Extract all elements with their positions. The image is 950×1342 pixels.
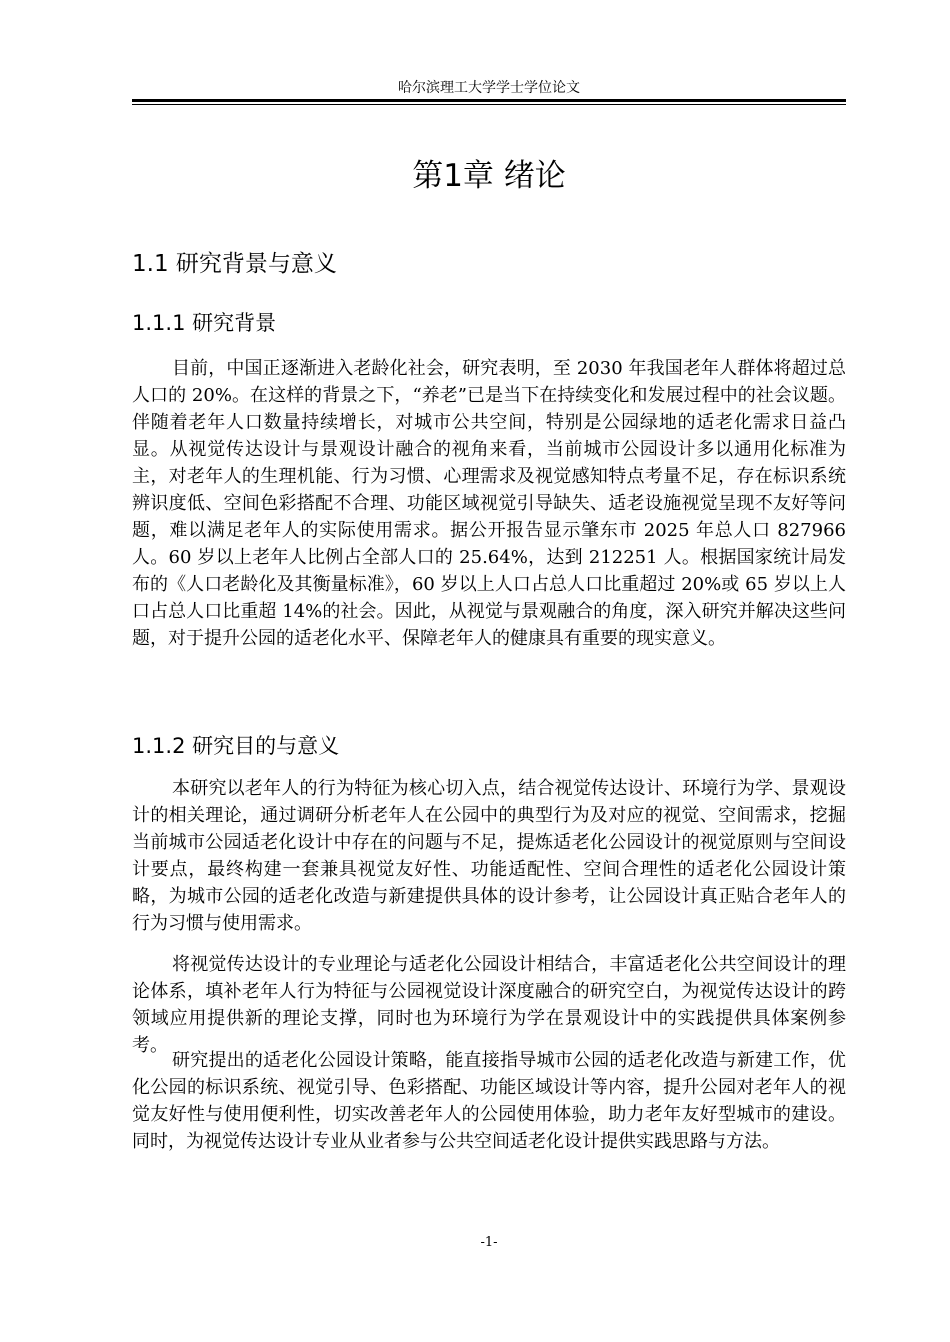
- paragraph-background: 目前，中国正逐渐进入老龄化社会，研究表明，至 2030 年我国老年人群体将超过总人口的 20%。在这样的背景之下，“养老”已是当下在持续变化和发展过程中的社会议题。伴随着老年人口数量持续增长，对城市公共空间，特别是公园绿地的适老化需求日益凸显。从视觉传达设计与景观设计融合的视角来看，当前城市公园设计多以通用化标准为主，对老年人的生理机能、行为习惯、心理需求及视觉感知特点考量不足，存在标识系统辨识度低、空间色彩搭配不合理、功能区域视觉引导缺失、适老设施视觉呈现不友好等问题，难以满足老年人的实际使用需求。据公开报告显示肇东市 2025 年总人口 827966 人。60 岁以上老年人比例占全部人口的 25.64%，达到 212251 人。根据国家统计局发布的《人口老龄化及其衡量标准》，60 岁以上人口占总人口比重超过 20%或 65 岁以上人口占总人口比重超 14%的社会。因此，从视觉与景观融合的角度，深入研究并解决这些问题，对于提升公园的适老化水平、保障老年人的健康具有重要的现实意义。: [132, 358, 846, 649]
- chapter-title: 第1章 绪论: [412, 158, 566, 194]
- header-rule-thin: [132, 104, 846, 105]
- paragraph-purpose: 本研究以老年人的行为特征为核心切入点，结合视觉传达设计、环境行为学、景观设计的相关理论，通过调研分析老年人在公园中的典型行为及对应的视觉、空间需求，挖掘当前城市公园适老化设计中存在的问题与不足，提炼适老化公园设计的视觉原则与空间设计要点，最终构建一套兼具视觉友好性、功能适配性、空间合理性的适老化公园设计策略，为城市公园的适老化改造与新建提供具体的设计参考，让公园设计真正贴合老年人的行为习惯与使用需求。: [132, 778, 846, 934]
- paragraph-theoretical-significance: 将视觉传达设计的专业理论与适老化公园设计相结合，丰富适老化公共空间设计的理论体系，填补老年人行为特征与公园视觉设计深度融合的研究空白，为视觉传达设计的跨领域应用提供新的理论支撑，同时也为环境行为学在景观设计中的实践提供具体案例参考。: [132, 954, 846, 1056]
- page-number: -1-: [480, 1235, 498, 1250]
- paragraph-practical-significance: 研究提出的适老化公园设计策略，能直接指导城市公园的适老化改造与新建工作，优化公园的标识系统、视觉引导、色彩搭配、功能区域设计等内容，提升公园对老年人的视觉友好性与使用便利性，切实改善老年人的公园使用体验，助力老年友好型城市的建设。同时，为视觉传达设计专业从业者参与公共空间适老化设计提供实践思路与方法。: [132, 1050, 846, 1152]
- subsection-heading-1-1-2: 1.1.2 研究目的与意义: [132, 734, 340, 758]
- subsection-heading-1-1-1: 1.1.1 研究背景: [132, 311, 277, 335]
- running-header: 哈尔滨理工大学学士学位论文: [398, 80, 580, 96]
- header-rule-thick: [132, 99, 846, 102]
- section-heading-1-1: 1.1 研究背景与意义: [132, 251, 337, 277]
